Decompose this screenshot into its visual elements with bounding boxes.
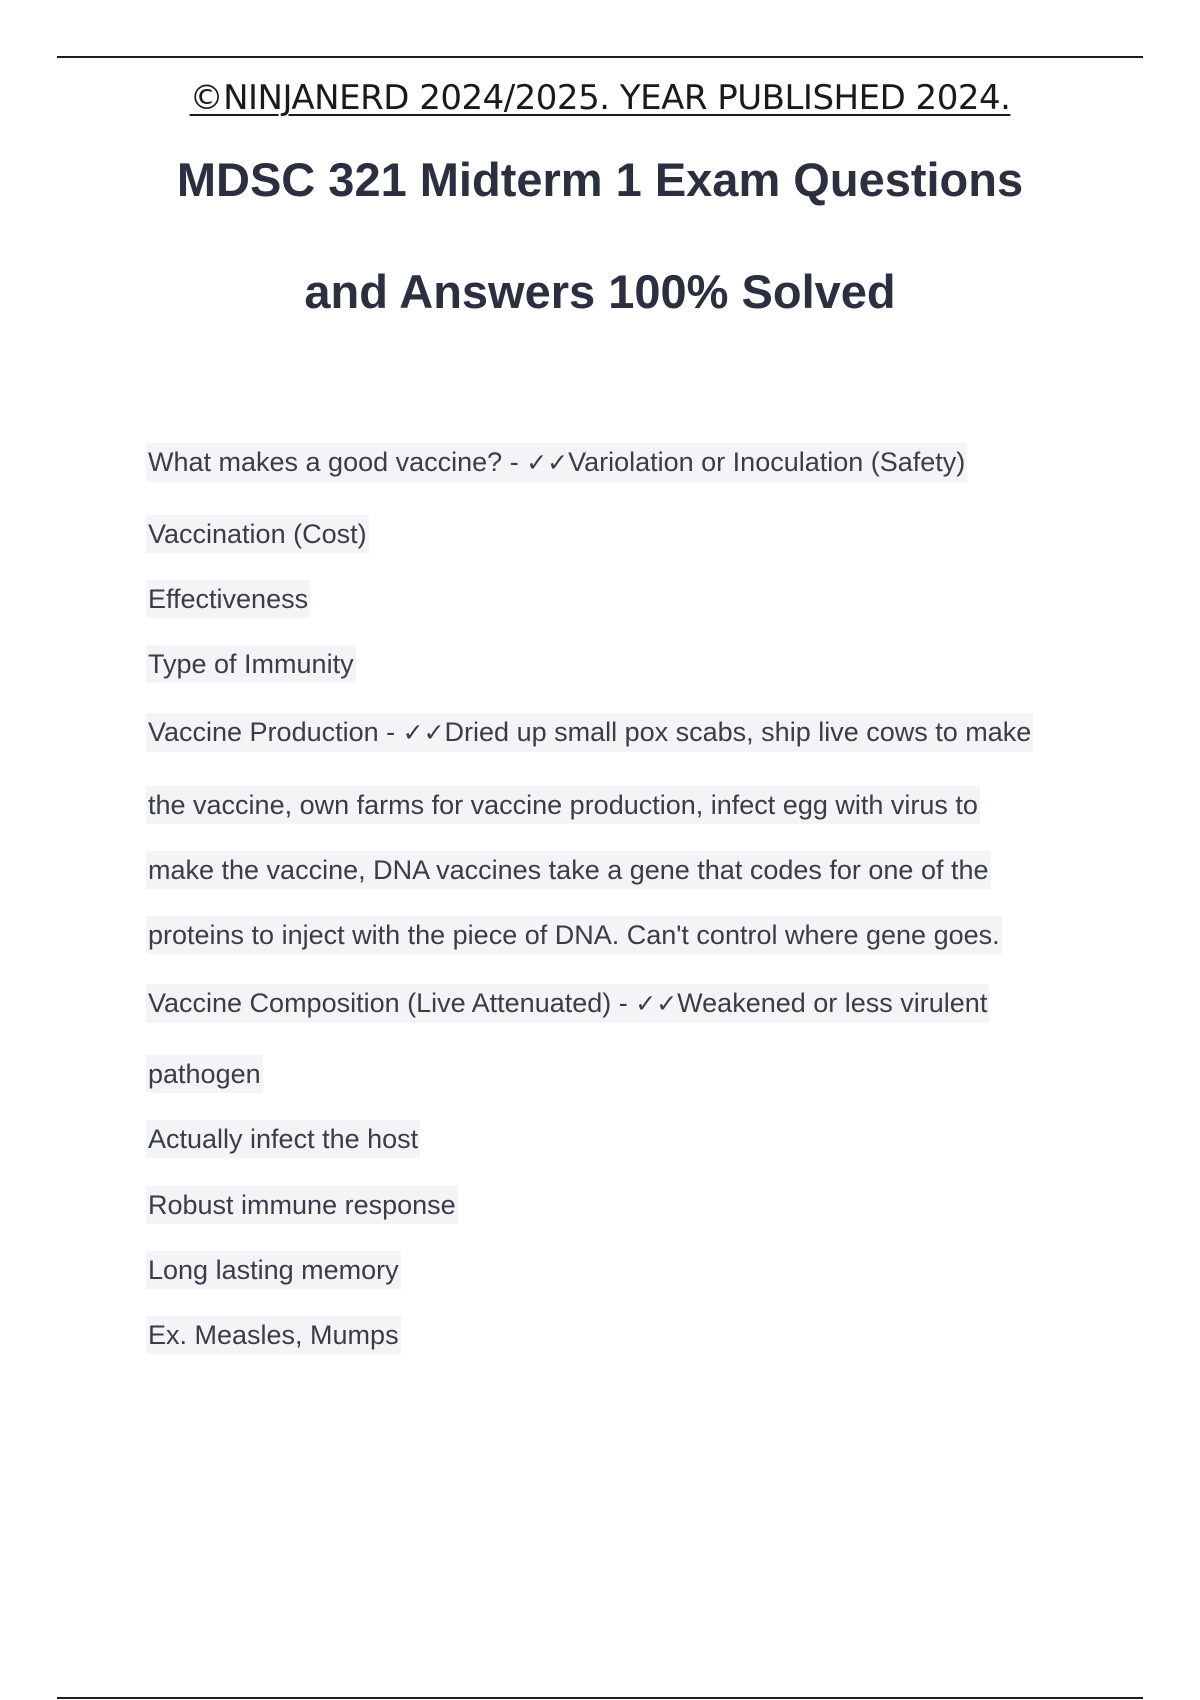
- answer-line: Long lasting memory: [146, 1251, 401, 1289]
- check-icon: ✓✓: [635, 989, 678, 1018]
- answer-line: the vaccine, own farms for vaccine production, infect egg with virus to: [146, 786, 980, 824]
- check-icon: ✓✓: [402, 718, 445, 747]
- copyright-header: [0, 78, 1200, 118]
- document-title-line-1: MDSC 321 Midterm 1 Exam Questions: [176, 153, 1024, 206]
- check-icon: ✓✓: [526, 448, 569, 477]
- top-rule: [57, 56, 1143, 58]
- answer-line: Actually infect the host: [146, 1120, 420, 1158]
- answer-line: make the vaccine, DNA vaccines take a gene that codes for one of the: [146, 851, 991, 889]
- answer-line: Vaccination (Cost): [146, 515, 369, 553]
- document-title-line-2: and Answers 100% Solved: [304, 265, 896, 318]
- answer-text: Variolation or Inoculation (Safety): [568, 447, 966, 477]
- bottom-rule: [57, 1697, 1143, 1699]
- answer-line: Effectiveness: [146, 580, 310, 618]
- copyright-text: ©NINJANERD 2024/2025. YEAR PUBLISHED 2024.: [189, 78, 1011, 118]
- question-text: Vaccine Composition (Live Attenuated) -: [148, 988, 636, 1018]
- question-text: What makes a good vaccine? -: [148, 447, 527, 477]
- answer-line: Type of Immunity: [146, 645, 356, 683]
- answer-line: pathogen: [146, 1055, 263, 1093]
- answer-text: Weakened or less virulent: [677, 988, 988, 1018]
- answer-line: Ex. Measles, Mumps: [146, 1316, 401, 1354]
- answer-text: Dried up small pox scabs, ship live cows to make: [444, 717, 1032, 747]
- question-line: [146, 984, 989, 1023]
- question-line: [146, 713, 1033, 752]
- question-text: Vaccine Production -: [148, 717, 403, 747]
- question-line: [146, 443, 967, 482]
- answer-line: Robust immune response: [146, 1186, 458, 1224]
- answer-line: proteins to inject with the piece of DNA. Can't control where gene goes.: [146, 916, 1002, 954]
